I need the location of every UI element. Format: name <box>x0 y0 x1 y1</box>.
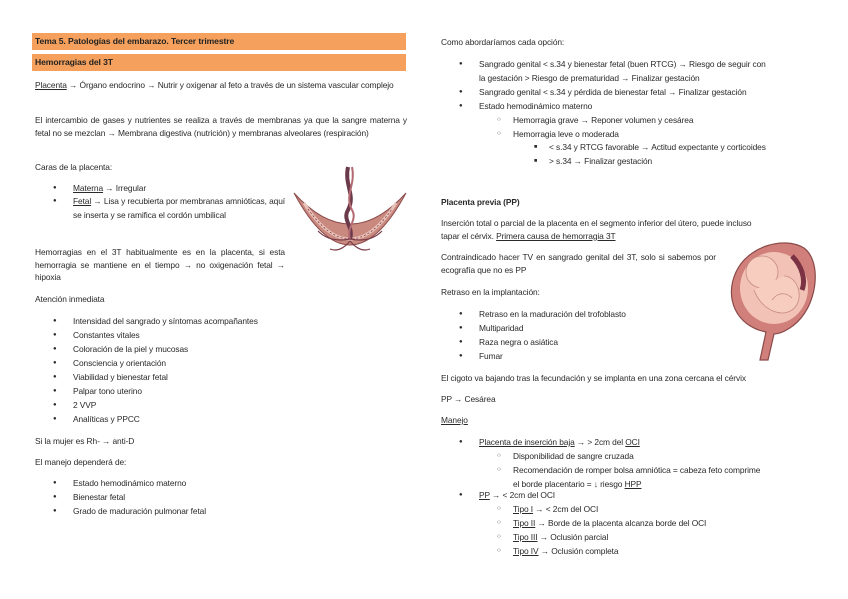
list-item: ● Raza negra o asiática <box>441 335 716 349</box>
list-item: ○ Hemorragia leve o moderada <box>441 127 821 141</box>
type-term: Tipo II <box>513 518 536 528</box>
placenta-def-text: → Órgano endocrino → Nutrir y oxigenar al feto a través de un sistema vascular complejo <box>66 80 394 90</box>
list-item: ● Coloración de la piel y mucosas <box>35 342 405 356</box>
management-title: El manejo dependerá de: <box>35 457 127 467</box>
low-2a: Recomendación de romper bolsa amniótica = cabeza feto comprime <box>513 465 761 475</box>
faces-title: Caras de la placenta: <box>35 162 113 172</box>
list-item: ● Sangrado genital < s.34 y pérdida de bienestar fetal → Finalizar gestación <box>441 85 821 99</box>
list-item <box>35 181 285 195</box>
placenta-illustration <box>290 165 410 275</box>
fetal-def: → Lisa y recubierta por membranas amnióticas, aquí se inserta y se ramifica el cordón umbilical <box>73 196 285 220</box>
type-def: → Oclusión parcial <box>537 532 609 542</box>
list-item: ● Constantes vitales <box>35 328 405 342</box>
pp-def-c: Primera causa de hemorragia 3T <box>496 230 616 241</box>
list-item: ● Palpar tono uterino <box>35 384 405 398</box>
manejo-title: Manejo <box>441 415 468 425</box>
section-header <box>32 54 406 71</box>
delay-list <box>441 307 716 363</box>
low-2c: HPP <box>624 479 642 489</box>
list-item: ● Analíticas y PPCC <box>35 412 405 426</box>
attention-title: Atención inmediata <box>35 294 105 304</box>
low-insertion-oci: OCI <box>625 437 640 447</box>
exchange-paragraph: El intercambio de gases y nutrientes se realiza a través de membranas ya que la sangre materna y fetal no se mezclan → Membrana digestiva (nutrición) y membranas alveolares (respiración) <box>35 115 407 138</box>
list-item <box>35 195 285 222</box>
tv-note: Contraindicado hacer TV en sangrado genital del 3T, solo si sabemos por ecografía que no es PP <box>441 252 716 275</box>
list-item <box>441 488 821 502</box>
faces-list <box>35 181 285 222</box>
low-2b: el borde placentario = ↓ riesgo <box>513 479 625 489</box>
placenta-term: Placenta <box>35 80 67 90</box>
approach-1a: Sangrado genital < s.34 y bienestar fetal (buen RTCG) → Riesgo de seguir con <box>479 59 766 69</box>
attention-list <box>35 314 405 426</box>
approach-1b: la gestación > Riesgo de prematuridad → Finalizar gestación <box>479 73 700 83</box>
manejo-list-low <box>441 435 821 449</box>
list-item: ● Viabilidad y bienestar fetal <box>35 370 405 384</box>
type-def: → Borde de la placenta alcanza borde del OCI <box>535 518 707 528</box>
list-item <box>441 502 821 516</box>
list-item <box>441 544 821 558</box>
materna-def: → Irregular <box>103 183 147 193</box>
pp-term: PP <box>479 490 490 500</box>
pp-2cm: → < 2cm del OCI <box>489 490 556 500</box>
zygote-note: El cigoto va bajando tras la fecundación y se implanta en una zona cercana el cérvix <box>441 373 746 383</box>
list-item: ● Estado hemodinámico materno <box>441 99 821 113</box>
section-title: Hemorragias del 3T <box>35 57 113 67</box>
delay-title: Retraso en la implantación: <box>441 287 540 297</box>
low-sublist <box>441 449 826 491</box>
pp-def-b: tapar el cérvix. <box>441 230 497 241</box>
pp-title: Placenta previa (PP) <box>441 197 520 207</box>
list-item: ● Multiparidad <box>441 321 716 335</box>
list-item: ● 2 VVP <box>35 398 405 412</box>
pp-def-a: Inserción total o parcial de la placenta en el segmento inferior del útero, puede incluso <box>441 218 752 228</box>
list-item <box>441 435 821 449</box>
type-term: Tipo IV <box>513 546 539 556</box>
hemorrhage-paragraph: Hemorragias en el 3T habitualmente es en la placenta, si esta hemorragia se mantiene en el tiempo → no oxigenación fetal → hipoxia <box>35 247 285 282</box>
list-item: ● Retraso en la maduración del trofoblasto <box>441 307 716 321</box>
type-term: Tipo I <box>513 504 534 514</box>
list-item: ● Grado de maduración pulmonar fetal <box>35 504 405 518</box>
pp-types-list <box>441 502 821 558</box>
topic-title: Tema 5. Patologías del embarazo. Tercer trimestre <box>35 36 235 46</box>
list-item: ● Intensidad del sangrado y síntomas acompañantes <box>35 314 405 328</box>
management-list <box>35 476 405 518</box>
mild-sublist <box>441 140 821 168</box>
list-item: ○ Disponibilidad de sangre cruzada <box>441 449 826 463</box>
list-item <box>441 530 821 544</box>
manejo-list-pp <box>441 488 821 502</box>
list-item <box>441 463 826 491</box>
pp-cesarea: PP → Cesárea <box>441 394 496 404</box>
list-item: ● Estado hemodinámico materno <box>35 476 405 490</box>
list-item <box>441 57 821 85</box>
topic-header <box>32 33 406 50</box>
type-def: → Oclusión completa <box>538 546 619 556</box>
list-item: ■ < s.34 y RTCG favorable → Actitud expectante y corticoides <box>441 140 821 154</box>
low-insertion-def: → > 2cm del <box>574 437 626 447</box>
hemodynamic-sublist <box>441 113 821 141</box>
type-term: Tipo III <box>513 532 538 542</box>
list-item <box>441 516 821 530</box>
low-insertion-term: Placenta de inserción baja <box>479 437 575 447</box>
type-def: → < 2cm del OCI <box>533 504 599 514</box>
materna-term: Materna <box>73 183 104 193</box>
list-item: ● Bienestar fetal <box>35 490 405 504</box>
list-item: ■ > s.34 → Finalizar gestación <box>441 154 821 168</box>
approach-list <box>441 57 821 113</box>
fetal-term: Fetal <box>73 196 92 206</box>
placenta-definition <box>35 79 407 92</box>
list-item: ● Fumar <box>441 349 716 363</box>
rh-note: Si la mujer es Rh- → anti-D <box>35 436 135 446</box>
list-item: ○ Hemorragia grave → Reponer volumen y cesárea <box>441 113 821 127</box>
fetus-illustration <box>722 236 820 362</box>
approach-title: Como abordaríamos cada opción: <box>441 37 565 47</box>
list-item: ● Consciencia y orientación <box>35 356 405 370</box>
